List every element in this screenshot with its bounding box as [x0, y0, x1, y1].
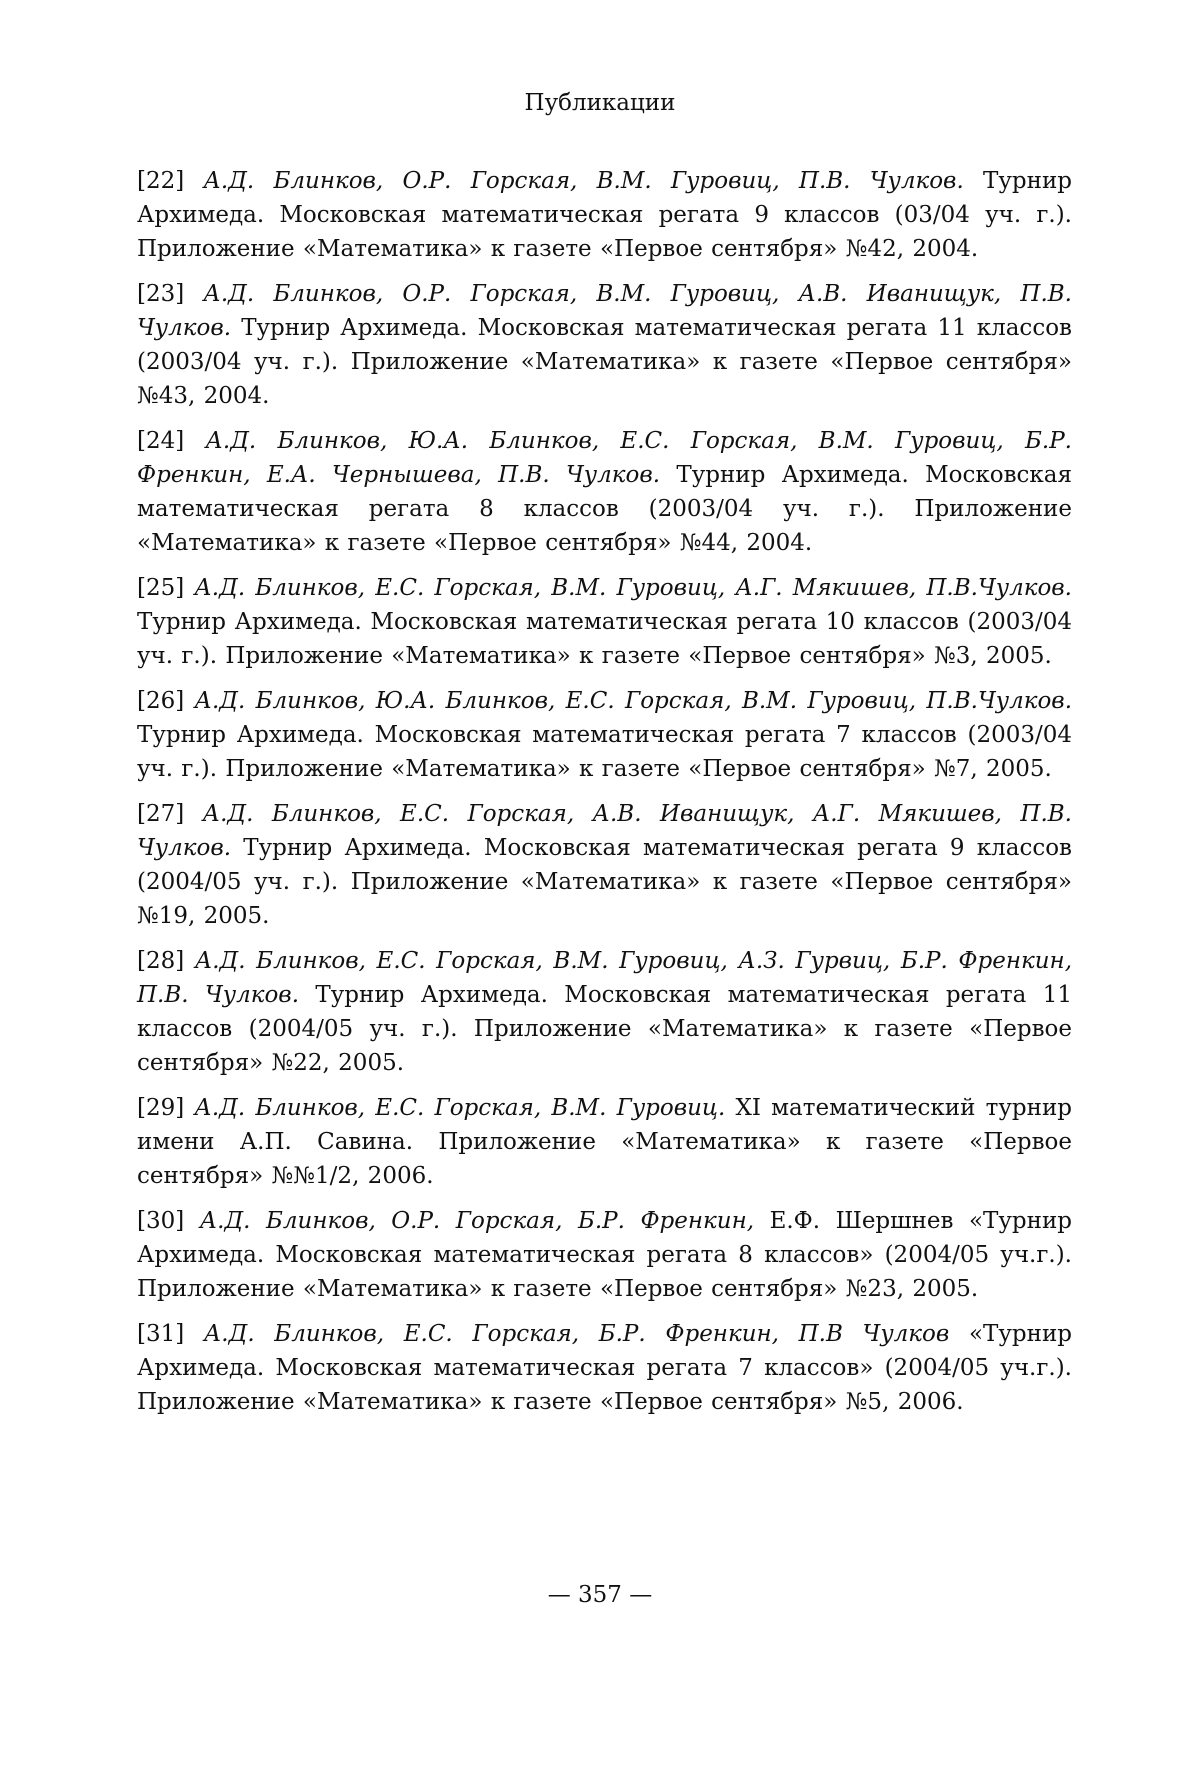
reference-text: Турнир Архимеда. Московская математическая регата 11 классов (2003/04 уч. г.). Приложение «Математика» к газете «Первое сентября» №43, 2004.	[137, 315, 1072, 409]
reference-authors: А.Д. Блинков, Е.С. Горская, В.М. Гуровиц, А.З. Гурвиц, Б.Р. Френкин, П.В. Чулков.	[137, 948, 1073, 1008]
reference-authors: А.Д. Блинков, Ю.А. Блинков, Е.С. Горская, В.М. Гуровиц, Б.Р. Френкин, Е.А. Чернышева, П.В. Чулков.	[137, 428, 1072, 488]
reference-authors: А.Д. Блинков, Ю.А. Блинков, Е.С. Горская, В.М. Гуровиц, П.В.Чулков.	[194, 688, 1072, 714]
reference-list	[137, 164, 1072, 1430]
reference-item	[137, 424, 1072, 560]
reference-text: Турнир Архимеда. Московская математическая регата 9 классов (2004/05 уч. г.). Приложение «Математика» к газете «Первое сентября» №19, 2005.	[137, 835, 1073, 929]
reference-authors: А.Д. Блинков, Е.С. Горская, В.М. Гуровиц, А.Г. Мякишев, П.В.Чулков.	[194, 575, 1072, 601]
reference-authors: А.Д. Блинков, О.Р. Горская, В.М. Гуровиц, А.В. Иванищук, П.В. Чулков.	[137, 281, 1072, 341]
reference-authors: А.Д. Блинков, О.Р. Горская, Б.Р. Френкин,	[199, 1208, 755, 1234]
reference-item	[137, 944, 1072, 1080]
reference-text: «Турнир Архимеда. Московская математическая регата 7 классов» (2004/05 уч.г.). Приложение «Математика» к газете «Первое сентября» №5, 2006.	[137, 1321, 1073, 1415]
reference-number: [23]	[137, 281, 185, 307]
reference-number: [31]	[137, 1321, 185, 1347]
reference-text: Турнир Архимеда. Московская математическая регата 7 классов (2003/04 уч. г.). Приложение «Математика» к газете «Первое сентября» №7, 2005.	[137, 722, 1072, 782]
reference-item	[137, 1091, 1072, 1193]
reference-text: Турнир Архимеда. Московская математическая регата 9 классов (03/04 уч. г.). Приложение «Математика» к газете «Первое сентября» №42, 2004.	[137, 168, 1072, 262]
reference-text: XI математический турнир имени А.П. Савина. Приложение «Математика» к газете «Первое сентября» №№1/2, 2006.	[137, 1095, 1072, 1189]
reference-text: Е.Ф. Шершнев «Турнир Архимеда. Московская математическая регата 8 классов» (2004/05 уч.г.). Приложение «Математика» к газете «Первое сентября» №23, 2005.	[137, 1208, 1072, 1302]
reference-item	[137, 1317, 1072, 1419]
reference-item	[137, 571, 1072, 673]
running-title: Публикации	[524, 90, 676, 116]
reference-text: Турнир Архимеда. Московская математическая регата 11 классов (2004/05 уч. г.). Приложение «Математика» к газете «Первое сентября» №22, 2005.	[137, 982, 1073, 1076]
reference-authors: А.Д. Блинков, Е.С. Горская, А.В. Иванищук, А.Г. Мякишев, П.В. Чулков.	[137, 801, 1072, 861]
reference-number: [27]	[137, 801, 185, 827]
reference-item	[137, 277, 1072, 413]
reference-authors: А.Д. Блинков, Е.С. Горская, Б.Р. Френкин, П.В Чулков	[203, 1321, 950, 1347]
reference-number: [30]	[137, 1208, 185, 1234]
reference-text: Турнир Архимеда. Московская математическая регата 10 классов (2003/04 уч. г.). Приложение «Математика» к газете «Первое сентября» №3, 2005.	[137, 609, 1072, 669]
reference-text: Турнир Архимеда. Московская математическая регата 8 классов (2003/04 уч. г.). Приложение «Математика» к газете «Первое сентября» №44, 2004.	[137, 462, 1072, 556]
reference-authors: А.Д. Блинков, О.Р. Горская, В.М. Гуровиц, П.В. Чулков.	[203, 168, 964, 194]
reference-authors: А.Д. Блинков, Е.С. Горская, В.М. Гуровиц.	[194, 1095, 726, 1121]
reference-number: [24]	[137, 428, 185, 454]
reference-number: [29]	[137, 1095, 185, 1121]
reference-number: [25]	[137, 575, 185, 601]
page-number: — 357 —	[547, 1582, 653, 1608]
reference-number: [22]	[137, 168, 185, 194]
reference-item	[137, 684, 1072, 786]
reference-item	[137, 797, 1072, 933]
reference-number: [28]	[137, 948, 185, 974]
reference-item	[137, 164, 1072, 266]
reference-number: [26]	[137, 688, 185, 714]
reference-item	[137, 1204, 1072, 1306]
